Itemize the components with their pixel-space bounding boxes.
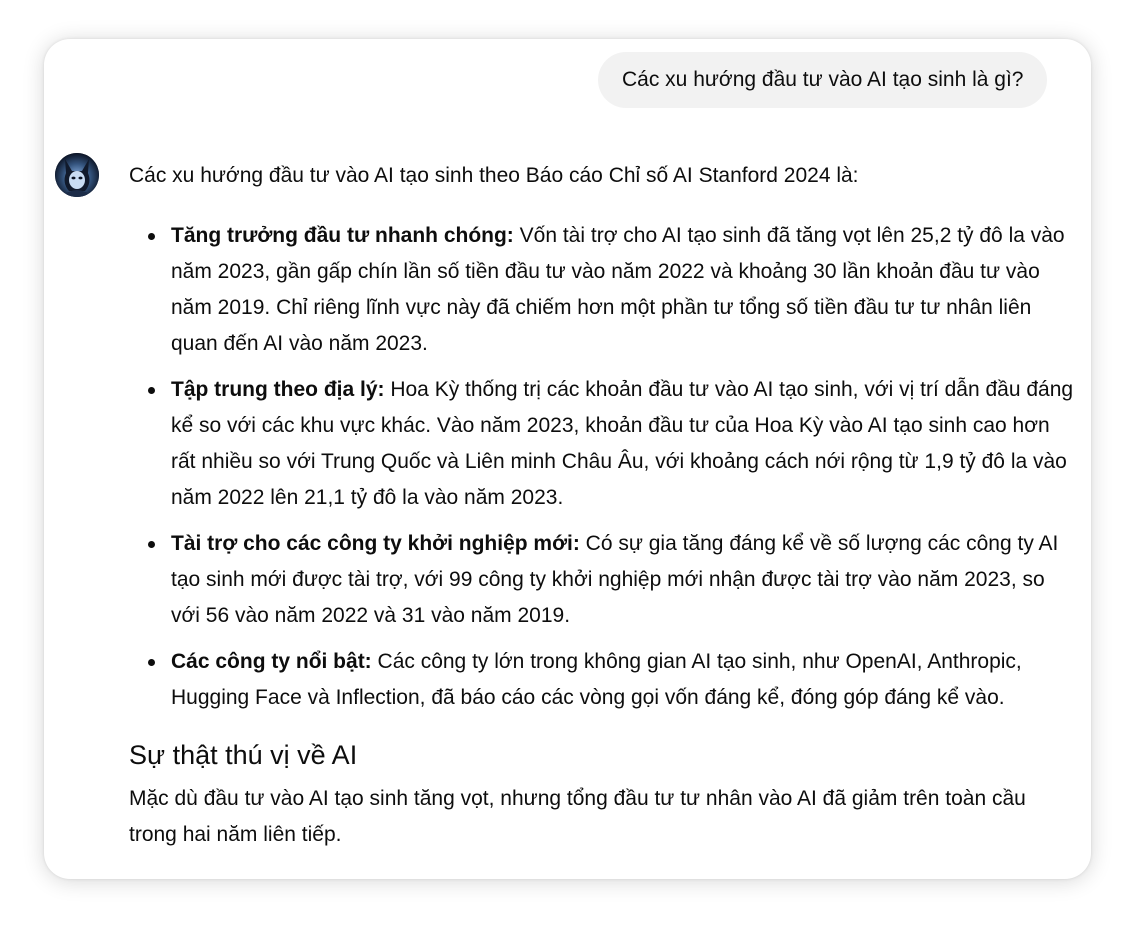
assistant-response xyxy=(129,158,1074,853)
list-item-title: Tài trợ cho các công ty khởi nghiệp mới: xyxy=(171,532,580,555)
investment-trends-list xyxy=(129,218,1074,716)
list-item-text: Hoa Kỳ thống trị các khoản đầu tư vào AI tạo sinh, với vị trí dẫn đầu đáng kể so với các khu vực khác. Vào năm 2023, khoản đầu tư của Hoa Kỳ vào AI tạo sinh cao hơn rất nhiều so với Trung Quốc và Liên minh Châu Âu, với khoảng cách nới rộng từ 1,9 tỷ đô la vào năm 2022 lên 21,1 tỷ đô la vào năm 2023. xyxy=(171,378,1074,509)
list-item-title: Các công ty nổi bật: xyxy=(171,650,372,673)
chat-panel xyxy=(44,39,1091,879)
list-item-text: Các công ty lớn trong không gian AI tạo sinh, như OpenAI, Anthropic, Hugging Face và Inflection, đã báo cáo các vòng gọi vốn đáng kể, đóng góp đáng kể vào. xyxy=(171,650,1022,709)
list-item xyxy=(171,218,1074,362)
list-item-text: Có sự gia tăng đáng kể về số lượng các công ty AI tạo sinh mới được tài trợ, với 99 công ty khởi nghiệp mới nhận được tài trợ vào năm 2023, so với 56 vào năm 2022 và 31 vào năm 2019. xyxy=(171,532,1059,627)
list-item xyxy=(171,526,1074,634)
section-heading: Sự thật thú vị về AI xyxy=(129,740,358,770)
list-item-title: Tăng trưởng đầu tư nhanh chóng: xyxy=(171,224,514,247)
list-item xyxy=(171,644,1074,716)
list-item-title: Tập trung theo địa lý: xyxy=(171,378,385,401)
response-intro: Các xu hướng đầu tư vào AI tạo sinh theo Báo cáo Chỉ số AI Stanford 2024 là: xyxy=(129,164,859,187)
fun-fact-text: Mặc dù đầu tư vào AI tạo sinh tăng vọt, nhưng tổng đầu tư tư nhân vào AI đã giảm trên toàn cầu trong hai năm liên tiếp. xyxy=(129,787,1026,846)
list-item xyxy=(171,372,1074,516)
user-message-bubble: Các xu hướng đầu tư vào AI tạo sinh là gì? xyxy=(598,52,1047,108)
assistant-avatar-icon xyxy=(55,153,99,197)
list-item-text: Vốn tài trợ cho AI tạo sinh đã tăng vọt lên 25,2 tỷ đô la vào năm 2023, gần gấp chín lần số tiền đầu tư vào năm 2022 và khoảng 30 lần khoản đầu tư vào năm 2019. Chỉ riêng lĩnh vực này đã chiếm hơn một phần tư tổng số tiền đầu tư tư nhân liên quan đến AI vào năm 2023. xyxy=(171,224,1065,355)
